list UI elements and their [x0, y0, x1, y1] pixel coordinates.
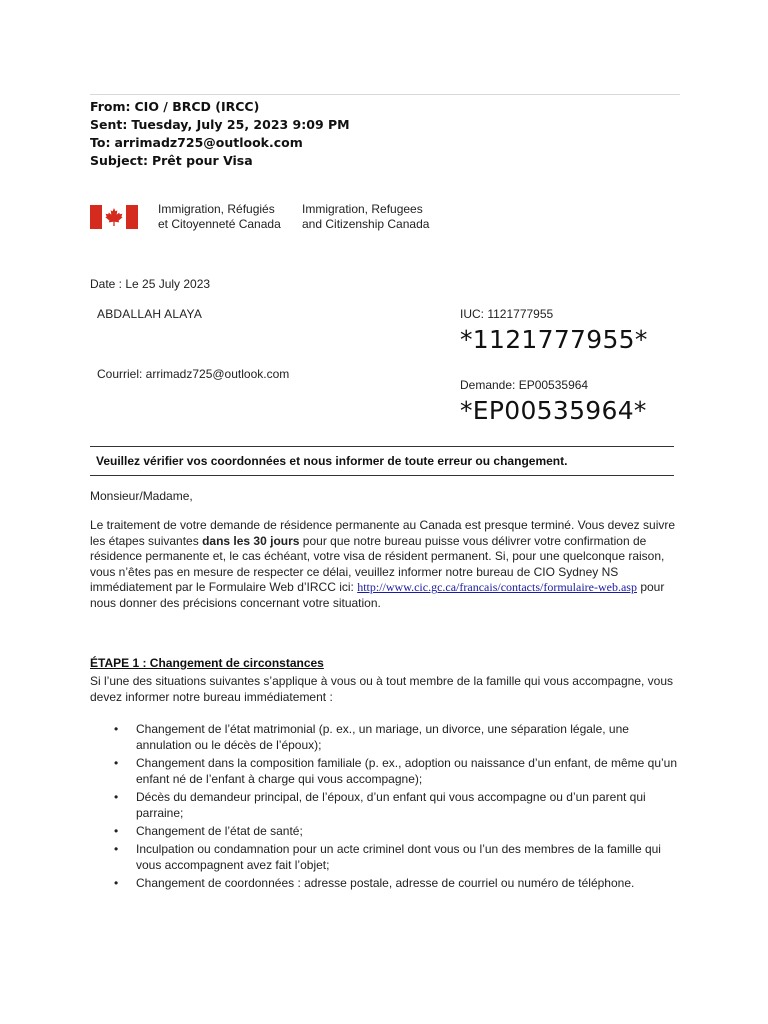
- list-item: • Changement de l’état matrimonial (p. ex., un mariage, un divorce, une séparation légale, une annulation ou le décès de l’époux);: [114, 722, 629, 752]
- letter-date: Date : Le 25 July 2023: [90, 277, 211, 291]
- verify-notice: Veuillez vérifier vos coordonnées et nous informer de toute erreur ou changement.: [96, 454, 568, 468]
- verify-notice-box: [90, 446, 674, 476]
- bullet-icon: •: [114, 722, 119, 736]
- list-item: • Inculpation ou condamnation pour un acte criminel dont vous ou l’un des membres de la famille qui vous accompagnent avez fait l’objet;: [114, 842, 661, 872]
- email-sent: Sent: Tuesday, July 25, 2023 9:09 PM: [90, 117, 350, 132]
- list-item: • Changement dans la composition familiale (p. ex., adoption ou naissance d’un enfant, de même qu’un enfant né de l’enfant à charge qui vous accompagne);: [114, 756, 678, 786]
- email-subject: Subject: Prêt pour Visa: [90, 153, 253, 168]
- government-signature: [90, 201, 450, 233]
- salutation: Monsieur/Madame,: [90, 489, 193, 503]
- application-number: Demande: EP00535964: [460, 378, 589, 392]
- bullet-icon: •: [114, 756, 119, 770]
- email-header: [90, 98, 350, 170]
- applicant-name: ABDALLAH ALAYA: [97, 307, 203, 321]
- email-to: To: arrimadz725@outlook.com: [90, 135, 303, 150]
- step1-list: [90, 721, 680, 893]
- gov-name-english: Immigration, Refugees and Citizenship Canada: [302, 202, 430, 231]
- bullet-icon: •: [114, 842, 119, 856]
- iuc-number: IUC: 1121777955: [460, 307, 554, 321]
- email-from: From: CIO / BRCD (IRCC): [90, 99, 260, 114]
- canada-flag-icon: [90, 205, 138, 229]
- gov-name-french: Immigration, Réfugiés et Citoyenneté Canada: [158, 202, 281, 231]
- intro-paragraph: Le traitement de votre demande de résidence permanente au Canada est presque terminé. Vous devez suivre les étapes suivantes dans les 30 jours pour que notre bureau puisse vous délivrer votre confirmation de résidence permanente et, le cas échéant, votre visa de résident permanent. Si, pour une quelconque raison, vous n’êtes pas en mesure de respecter ce délai, veuillez informer notre bureau de CIO Sydney NS immédiatement par le Formulaire Web d’IRCC ici: http://www.cic.gc.ca/francais/contacts/formulaire-web.asp pour nous donner des précisions concernant votre situation.: [90, 518, 676, 610]
- webform-link[interactable]: http://www.cic.gc.ca/francais/contacts/formulaire-web.asp: [357, 580, 637, 595]
- step1-intro: Si l’une des situations suivantes s’applique à vous ou à tout membre de la famille qui vous accompagne, vous devez informer notre bureau immédiatement :: [90, 674, 674, 704]
- bullet-icon: •: [114, 790, 119, 804]
- list-item: • Changement de coordonnées : adresse postale, adresse de courriel ou numéro de téléphone.: [114, 876, 635, 890]
- applicant-email: Courriel: arrimadz725@outlook.com: [97, 367, 290, 381]
- bullet-icon: •: [114, 876, 119, 890]
- bullet-icon: •: [114, 824, 119, 838]
- iuc-barcode: *1121777955*: [460, 325, 648, 354]
- step1-title: ÉTAPE 1 : Changement de circonstances: [90, 656, 324, 670]
- application-barcode: *EP00535964*: [460, 396, 647, 425]
- header-divider: [90, 94, 680, 95]
- list-item: • Changement de l’état de santé;: [114, 824, 303, 838]
- list-item: • Décès du demandeur principal, de l’époux, d’un enfant qui vous accompagne ou d’un parent qui parraine;: [114, 790, 646, 820]
